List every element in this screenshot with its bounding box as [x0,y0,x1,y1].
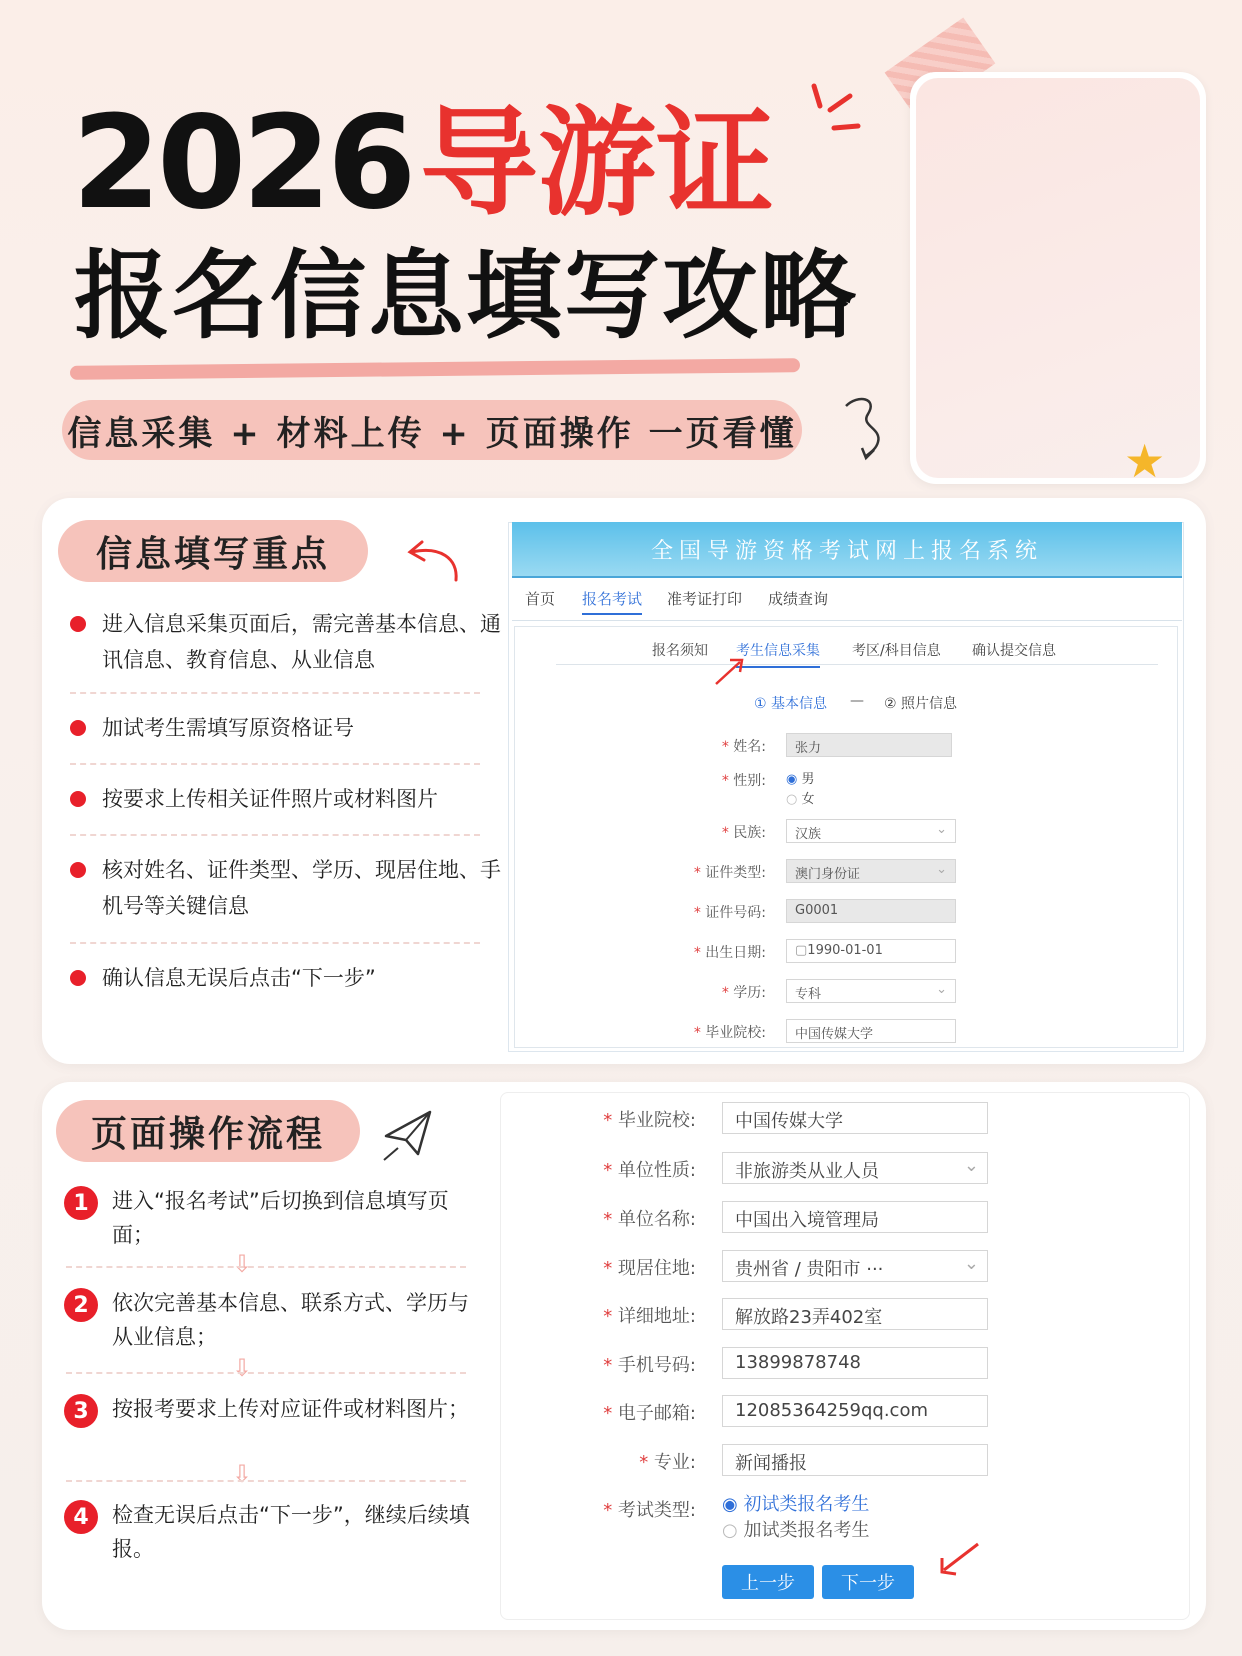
graduate-school-field[interactable]: 中国传媒大学 [722,1102,988,1134]
name-field[interactable]: 张力 [786,733,952,757]
step-basic-info: ① 基本信息 [754,696,828,712]
name-label: * 姓名: [721,739,766,755]
divider [70,763,480,765]
step-number: 2 [64,1288,98,1322]
birth-date-field[interactable]: ▢1990-01-01 [786,939,956,963]
divider [66,1372,466,1374]
list-item: 进入信息采集页面后，需完善基本信息、通讯信息、教育信息、从业信息 [70,606,500,678]
birth-label: * 出生日期: [693,945,766,961]
tagline-banner: 信息采集 + 材料上传 + 页面操作 一页看懂 [62,400,802,460]
nav-register-exam[interactable]: 报名考试 [582,588,642,615]
step-text: 依次完善基本信息、联系方式、学历与从业信息； [112,1291,469,1349]
bullet-dot [70,862,86,878]
exam-type-additional-radio[interactable]: ○ 加试类报名考生 [722,1520,870,1541]
title-highlight: 导游证 [420,94,775,232]
field-label: * 详细地址: [603,1306,696,1327]
field-label: * 单位名称: [603,1209,696,1230]
field-label: * 电子邮箱: [603,1403,696,1424]
idtype-label: * 证件类型: [693,865,766,881]
divider [66,1266,466,1268]
list-item: 按要求上传相关证件照片或材料图片 [70,781,500,817]
divider [70,692,480,694]
step-text: 进入“报名考试”后切换到信息填写页面； [112,1189,449,1247]
title-underline [70,358,800,380]
down-arrow-icon: ⇩ [232,1250,253,1278]
chevron-down-icon: ⌄ [936,982,947,997]
nav-score-query[interactable]: 成绩查询 [768,590,829,608]
tab-info-collection[interactable]: 考生信息采集 [736,640,820,668]
bullet-dot [70,720,86,736]
phone-field[interactable]: 13899878748 [722,1347,988,1379]
nav-home[interactable]: 首页 [525,590,556,608]
residence-select[interactable]: 贵州省 / 贵阳市 ··· ⌄ [722,1250,988,1282]
field-label: * 专业: [639,1452,696,1473]
employer-type-select[interactable]: 非旅游类从业人员 ⌄ [722,1152,988,1184]
tab-exam-area[interactable]: 考区/科目信息 [852,643,941,659]
step-text: 按报考要求上传对应证件或材料图片； [112,1397,469,1421]
prev-step-button[interactable]: 上一步 [722,1565,814,1599]
idno-field[interactable]: G0001 [786,899,956,923]
calendar-icon: ▢ [795,943,808,958]
chevron-down-icon: ⌄ [963,1253,979,1274]
employer-name-field[interactable]: 中国出入境管理局 [722,1201,988,1233]
step-photo-info: ② 照片信息 [884,696,958,712]
edu-select[interactable]: 专科 ⌄ [786,979,956,1003]
nav-divider [512,620,1182,621]
down-arrow-icon: ⇩ [232,1354,253,1382]
list-item: 确认信息无误后点击“下一步” [70,960,500,996]
pointer-arrow-icon [934,1540,984,1580]
school-label: * 毕业院校: [693,1025,766,1041]
step-number: 4 [64,1500,98,1534]
subtab-divider [556,664,1158,665]
exam-type-initial-radio[interactable]: ◉ 初试类报名考生 [722,1494,870,1515]
section-title-operation: 页面操作流程 [56,1100,360,1162]
step-number: 3 [64,1394,98,1428]
idno-label: * 证件号码: [693,905,766,921]
step-text: 检查无误后点击“下一步”，继续后续填报。 [112,1503,470,1561]
pointer-arrow-icon [712,654,752,688]
step-number: 1 [64,1186,98,1220]
tab-confirm[interactable]: 确认提交信息 [972,643,1056,659]
title-year: 2026 [72,89,413,238]
divider [66,1480,466,1482]
field-label: * 毕业院校: [603,1110,696,1131]
curly-arrow-icon [838,392,898,464]
ethnic-label: * 民族: [721,825,766,841]
down-arrow-icon: ⇩ [232,1460,253,1488]
next-step-button[interactable]: 下一步 [822,1565,914,1599]
ethnic-select[interactable]: 汉族 ⌄ [786,819,956,843]
gender-male-radio[interactable]: ◉ 男 [786,772,815,787]
divider [70,834,480,836]
field-label: * 单位性质: [603,1160,696,1181]
bullet-dot [70,791,86,807]
system-banner: 全国导游资格考试网上报名系统 [512,522,1182,576]
address-field[interactable]: 解放路23弄402室 [722,1298,988,1330]
gender-label: * 性别: [721,773,766,789]
school-field[interactable]: 中国传媒大学 [786,1019,956,1043]
list-item: 加试考生需填写原资格证号 [70,710,500,746]
section-title-info: 信息填写重点 [58,520,368,582]
step-separator: — [850,693,864,709]
photo-placeholder [916,78,1200,478]
major-field[interactable]: 新闻播报 [722,1444,988,1476]
chevron-down-icon: ⌄ [963,1155,979,1176]
paper-plane-icon [380,1106,436,1162]
idtype-select[interactable]: 澳门身份证 ⌄ [786,859,956,883]
exam-type-label: * 考试类型: [603,1500,696,1521]
banner-border [512,576,1182,578]
divider [70,942,480,944]
bullet-dot [70,616,86,632]
email-field[interactable]: 12085364259qq.com [722,1395,988,1427]
list-item: 核对姓名、证件类型、学历、现居住地、手机号等关键信息 [70,852,500,924]
field-label: * 现居住地: [603,1258,696,1279]
chevron-down-icon: ⌄ [936,862,947,877]
gender-female-radio[interactable]: ○ 女 [786,792,815,807]
tab-notice[interactable]: 报名须知 [652,643,708,659]
nav-admission-ticket[interactable]: 准考证打印 [667,590,743,608]
edu-label: * 学历: [721,985,766,1001]
curved-arrow-icon [400,534,466,584]
sparkle-icon [800,80,870,150]
star-icon: ★ [1124,434,1166,488]
page-subtitle: 报名信息填写攻略 [74,240,858,352]
chevron-down-icon: ⌄ [936,822,947,837]
field-label: * 手机号码: [603,1355,696,1376]
bullet-dot [70,970,86,986]
